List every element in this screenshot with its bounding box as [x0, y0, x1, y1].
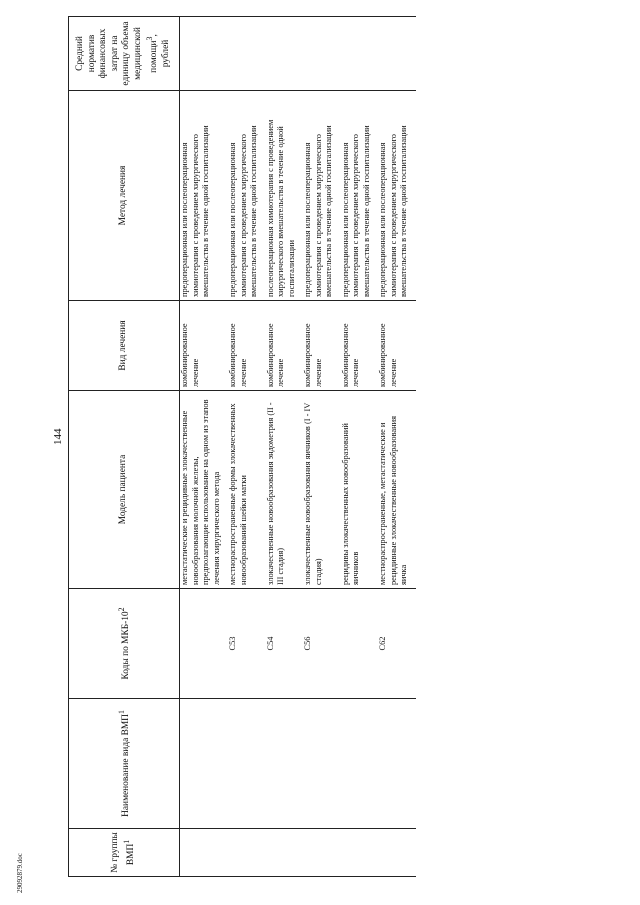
cell-average-cost — [303, 17, 341, 91]
table-row — [378, 17, 416, 877]
cell-average-cost — [266, 17, 304, 91]
cell-vmp-name — [378, 699, 416, 829]
cell-treatment-method: послеоперационная химиотерапия с проведением хирургического вмешательства в течение одной госпитализации — [266, 91, 304, 301]
cell-treatment-type: комбинированное лечение — [303, 301, 341, 391]
cell-patient-model: рецидивы злокачественных новообразований яичников — [341, 391, 379, 589]
cell-vmp-name — [341, 699, 379, 829]
vmp-table — [68, 16, 416, 877]
cell-treatment-type: комбинированное лечение — [266, 301, 304, 391]
cell-average-cost — [228, 17, 266, 91]
header-vmp-name: Наименование вида ВМП$^1$ — [69, 699, 180, 829]
cell-treatment-type: комбинированное лечение — [378, 301, 416, 391]
table-row — [266, 17, 304, 877]
header-treatment-method: Метод лечения — [69, 91, 180, 301]
cell-vmp-name — [180, 699, 229, 829]
cell-average-cost — [341, 17, 379, 91]
cell-icd-code: C54 — [266, 589, 304, 699]
cell-average-cost — [180, 17, 229, 91]
cell-treatment-type: комбинированное лечение — [180, 301, 229, 391]
cell-patient-model: местнораспространенные формы злокачественных новообразований шейки матки — [228, 391, 266, 589]
cell-group-no — [228, 829, 266, 877]
header-group-no: № группы ВМП$^1$ — [69, 829, 180, 877]
cell-average-cost — [378, 17, 416, 91]
cell-icd-code — [341, 589, 379, 699]
cell-treatment-method: предоперационная или послеоперационная химиотерапия с проведением хирургического вмешательства в течение одной госпитализации — [303, 91, 341, 301]
cell-icd-code — [180, 589, 229, 699]
cell-icd-code: C62 — [378, 589, 416, 699]
header-row — [69, 17, 180, 877]
table-row — [341, 17, 379, 877]
header-treatment-type: Вид лечения — [69, 301, 180, 391]
cell-treatment-type: комбинированное лечение — [228, 301, 266, 391]
cell-icd-code: C56 — [303, 589, 341, 699]
cell-treatment-method: предоперационная или послеоперационная химиотерапия с проведением хирургического вмешательства в течение одной госпитализации — [180, 91, 229, 301]
cell-treatment-method: предоперационная или послеоперационная химиотерапия с проведением хирургического вмешательства в течение одной госпитализации — [341, 91, 379, 301]
cell-treatment-type: комбинированное лечение — [341, 301, 379, 391]
document-id: 29092879.doc — [16, 853, 24, 893]
rotated-table-container — [68, 17, 578, 877]
table-row — [180, 17, 229, 877]
cell-group-no — [180, 829, 229, 877]
cell-group-no — [266, 829, 304, 877]
cell-vmp-name — [303, 699, 341, 829]
cell-patient-model: злокачественные новообразования эндометрия (II - III стадия) — [266, 391, 304, 589]
cell-group-no — [341, 829, 379, 877]
cell-patient-model: злокачественные новообразования яичников (I - IV стадия) — [303, 391, 341, 589]
page-number: 144 — [52, 428, 64, 445]
header-icd-codes: Коды по МКБ-$10^2$ — [69, 589, 180, 699]
cell-patient-model: местнораспространенные, метастатические и рецидивные злокачественные новообразования яичка — [378, 391, 416, 589]
table-row — [228, 17, 266, 877]
cell-treatment-method: предоперационная или послеоперационная химиотерапия с проведением хирургического вмешательства в течение одной госпитализации — [378, 91, 416, 301]
header-average-cost: Средний норматив финансовых затрат на единицу объема медицинской помощи$^3$, рублей — [69, 17, 180, 91]
cell-vmp-name — [266, 699, 304, 829]
cell-group-no — [378, 829, 416, 877]
cell-patient-model: метастатические и рецидивные злокачественные новообразования молочной железы, предполагающие использование на одном из этапов лечения хирургического метода — [180, 391, 229, 589]
header-patient-model: Модель пациента — [69, 391, 180, 589]
cell-treatment-method: предоперационная или послеоперационная химиотерапия с проведением хирургического вмешательства в течение одной госпитализации — [228, 91, 266, 301]
cell-vmp-name — [228, 699, 266, 829]
table-row — [303, 17, 341, 877]
cell-icd-code: C53 — [228, 589, 266, 699]
cell-group-no — [303, 829, 341, 877]
